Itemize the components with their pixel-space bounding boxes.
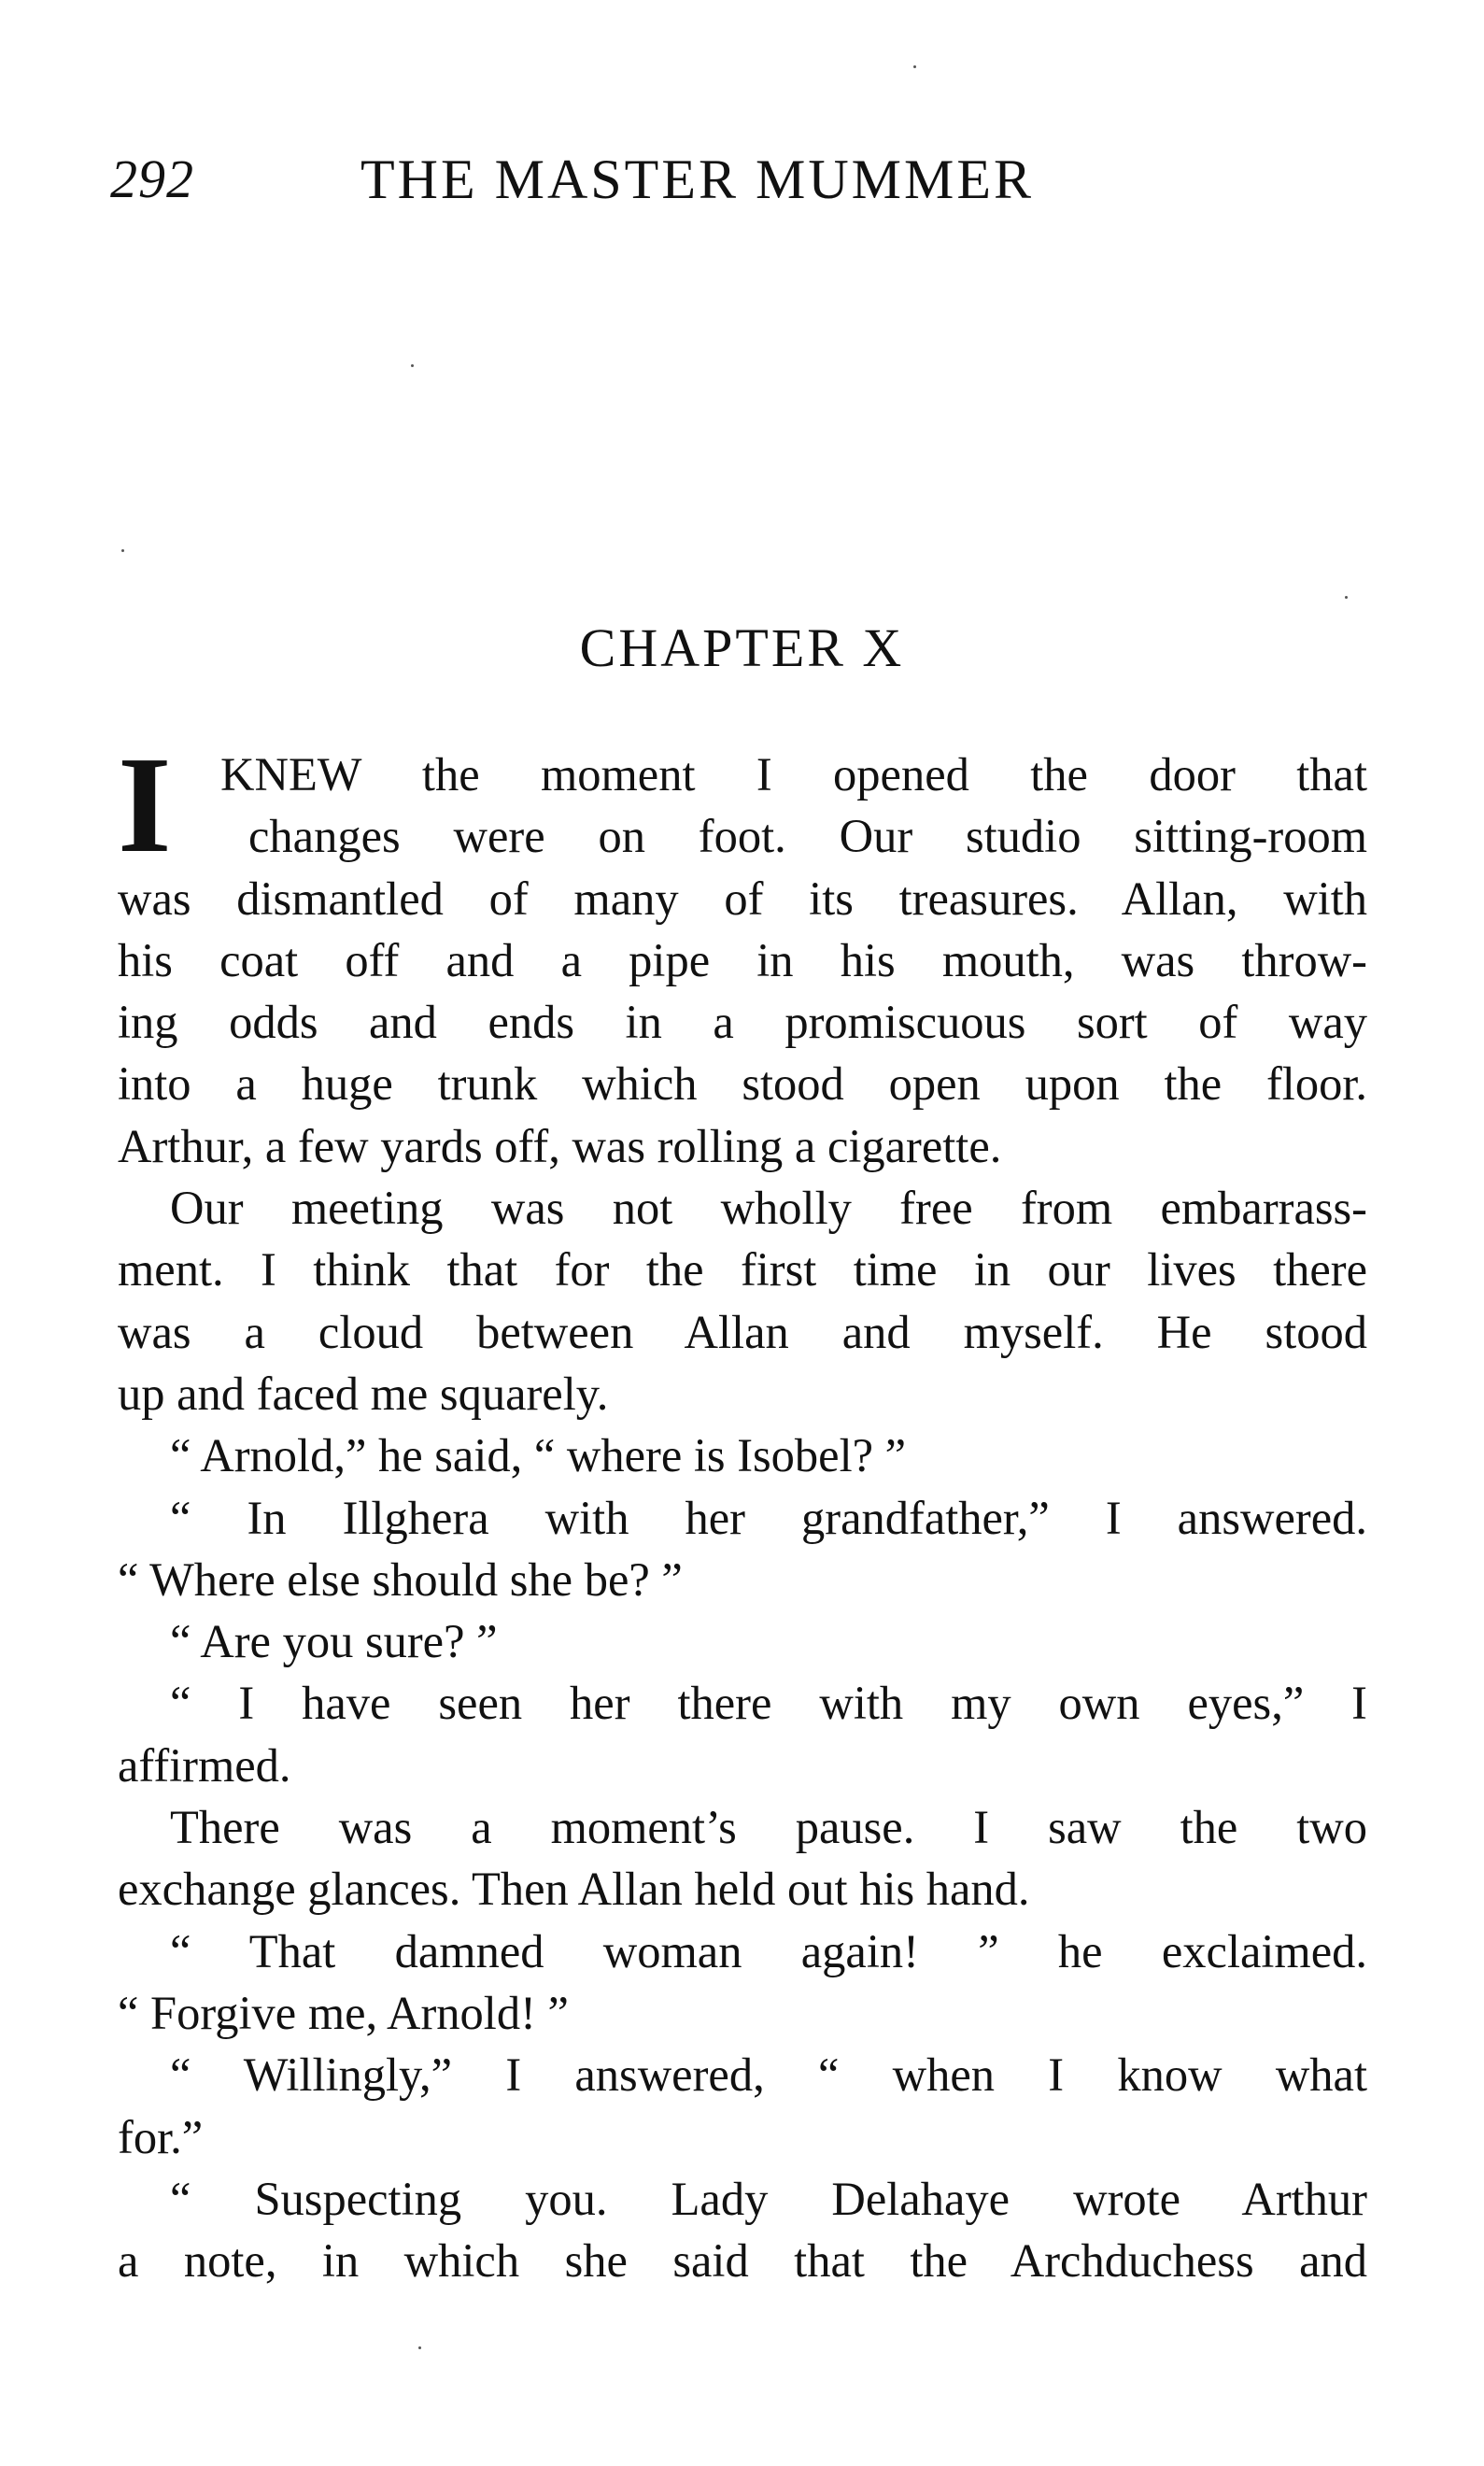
text-line: “ That damned woman again! ” he exclaimed. — [170, 1924, 1367, 1977]
running-title: THE MASTER MUMMER — [360, 149, 1035, 210]
text-line: a note, in which she said that the Archduchess and — [118, 2234, 1367, 2288]
text-line: affirmed. — [118, 1738, 291, 1792]
text-line: Arthur, a few yards off, was rolling a cigarette. — [118, 1119, 1002, 1172]
text-line: into a huge trunk which stood open upon the floor. — [118, 1057, 1367, 1111]
text-line: There was a moment’s pause. I saw the two — [170, 1801, 1367, 1854]
paper-speck — [1345, 596, 1348, 599]
paper-speck — [913, 65, 916, 68]
text-line: was a cloud between Allan and myself. He stood — [118, 1305, 1367, 1358]
text-line: exchange glances. Then Allan held out his hand. — [118, 1863, 1030, 1916]
text-line: was dismantled of many of its treasures. Allan, with — [118, 872, 1367, 925]
line-text: KNEW the moment I opened the door that — [220, 748, 1367, 801]
text-line: his coat off and a pipe in his mouth, was throw- — [118, 933, 1367, 986]
text-line: “ Are you sure? ” — [170, 1615, 498, 1668]
text-line: Our meeting was not wholly free from embarrass- — [170, 1182, 1367, 1235]
text-line: ment. I think that for the first time in our lives there — [118, 1243, 1367, 1297]
text-line: “ Arnold,” he said, “ where is Isobel? ” — [170, 1429, 907, 1482]
text-line: “ Willingly,” I answered, “ when I know what — [170, 2048, 1367, 2102]
paper-speck — [411, 364, 414, 367]
text-line: changes were on foot. Our studio sitting-room — [248, 810, 1367, 863]
text-line: “ Where else should she be? ” — [118, 1552, 683, 1606]
text-line: for.” — [118, 2110, 204, 2163]
running-head — [110, 148, 1362, 213]
paper-speck — [418, 2346, 421, 2349]
text-line: “ Forgive me, Arnold! ” — [118, 1986, 569, 2039]
text-line: “ In Illghera with her grandfather,” I answered. — [170, 1491, 1367, 1544]
text-line: ing odds and ends in a promiscuous sort of way — [118, 996, 1367, 1049]
text-line: “ Suspecting you. Lady Delahaye wrote Arthur — [170, 2172, 1367, 2225]
body-text — [118, 729, 1367, 2291]
text-line: “ I have seen her there with my own eyes,” I — [170, 1677, 1367, 1730]
drop-cap: I — [118, 729, 172, 882]
text-line: up and faced me squarely. — [118, 1367, 609, 1420]
page-number: 292 — [110, 149, 194, 209]
chapter-heading: CHAPTER X — [579, 617, 905, 678]
paper-speck — [121, 549, 124, 552]
